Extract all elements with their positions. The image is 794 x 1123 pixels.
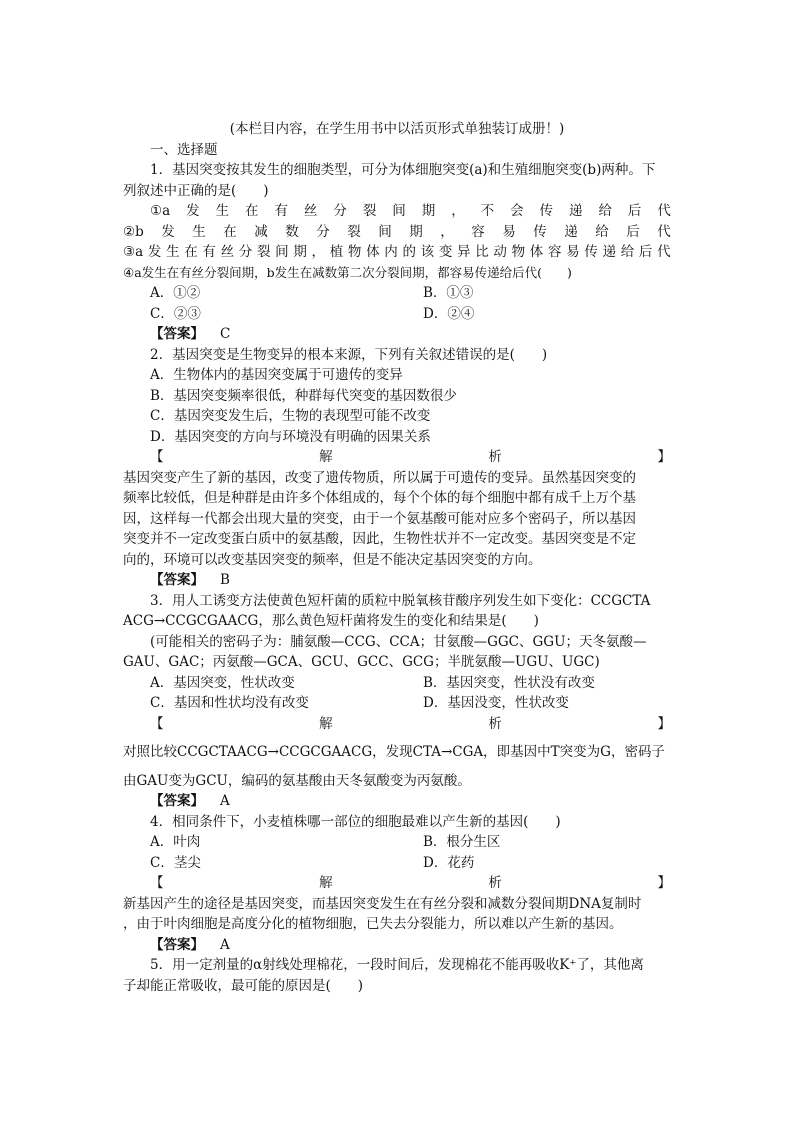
q1-s1-part: 有 — [274, 203, 288, 219]
q3-analysis-line: 对照比较CCGCTAACG→CCGCGAACG，发现CTA→CGA，即基因中T突变为G，密码子 — [123, 744, 665, 760]
analysis-char-2: 析 — [488, 875, 502, 891]
q1-s2-part: 容 — [471, 223, 485, 240]
answer-label: 【答案】 — [150, 793, 204, 809]
analysis-char-1: 解 — [319, 449, 333, 465]
q4-answer-value: A — [220, 936, 230, 953]
q1-s3-part: 内 — [384, 244, 398, 260]
q1-s2-part: 在 — [223, 223, 237, 240]
q1-s1-part: 期 — [421, 203, 436, 219]
q3-note-line-2: GAU、GAC；丙氨酸—GCA、GCU、GCC、GCG；半胱氨酸—UGU、UGC) — [123, 654, 600, 670]
analysis-bracket-close: 】 — [657, 875, 671, 891]
analysis-bracket-close: 】 — [657, 449, 671, 465]
q1-s3-part: 代 — [657, 244, 671, 260]
q2-analysis-line: 基因突变产生了新的基因，改变了遗传物质，所以属于可遗传的变异。虽然基因突变的 — [123, 469, 636, 486]
q1-statement-1 — [123, 201, 671, 222]
worksheet-content — [123, 119, 671, 996]
q4-option-a: A．叶肉 — [150, 834, 201, 850]
q2-answer-value: B — [220, 572, 230, 588]
q3-option-a: A．基因突变，性状改变 — [150, 674, 295, 691]
analysis-char-1: 解 — [319, 875, 333, 891]
q1-s1-part: 裂 — [362, 203, 377, 219]
q1-s2-part: 减 — [254, 223, 268, 240]
section-title: 一、选择题 — [150, 141, 218, 158]
q1-s1-part: ， — [451, 203, 465, 219]
q1-statement-3 — [123, 242, 671, 263]
analysis-bracket-open: 【 — [150, 449, 164, 465]
q3-note-line-1: (可能相关的密码子为：脯氨酸—CCG、CCA；甘氨酸—GGC、GGU；天冬氨酸— — [150, 633, 647, 650]
q1-s2-part: 裂 — [347, 223, 361, 240]
q1-s1-part: 不 — [480, 203, 495, 219]
q1-s1-part: 递 — [569, 203, 583, 219]
q1-s2-part: 发 — [161, 223, 175, 240]
q1-s2-part: 递 — [564, 223, 578, 240]
q1-s2-part: 后 — [626, 223, 640, 240]
analysis-bracket-close: 】 — [657, 715, 671, 732]
q4-answer — [123, 935, 671, 956]
q5-stem-line-1: 5．用一定剂量的α射线处理棉花，一段时间后，发现棉花不能再吸收K⁺了，其他离 — [150, 957, 644, 973]
q1-s3-part: 给 — [620, 244, 635, 260]
q1-s3-part: 后 — [638, 244, 653, 260]
q1-s3-part: 在 — [184, 244, 198, 260]
q3-stem-line-1: 3．用人工诱变方法使黄色短杆菌的质粒中脱氧核苷酸序列发生如下变化：CCGCTA — [150, 592, 651, 609]
answer-label: 【答案】 — [150, 572, 204, 588]
q2-option-b: B．基因突变频率很低，种群每代突变的基因数很少 — [150, 387, 457, 404]
q2-option-c: C．基因突变发生后，生物的表现型可能不改变 — [150, 408, 431, 424]
q1-option-c: C．②③ — [150, 305, 201, 322]
q1-s3-part: 异 — [457, 244, 471, 260]
q1-s1-part: 传 — [539, 203, 554, 219]
q1-s3-part: 递 — [602, 244, 617, 260]
q3-options-row-2 — [123, 693, 671, 714]
header-note: (本栏目内容，在学生用书中以活页形式单独装订成册！) — [229, 121, 565, 137]
q3-analysis-line: 由GAU变为GCU，编码的氨基酸由天冬氨酸变为丙氨酸。 — [123, 772, 471, 789]
q1-options-row-2 — [123, 304, 671, 325]
q3-answer-value: A — [220, 793, 230, 809]
q4-options-row-1 — [123, 832, 671, 853]
q1-s3-part: 分 — [238, 244, 253, 260]
q1-s2-part: 期 — [409, 223, 423, 240]
q1-s3-part: 间 — [275, 244, 289, 260]
q1-s3-part: ③a — [123, 244, 144, 260]
analysis-char-2: 析 — [488, 449, 502, 465]
q2-analysis-line: 因，这样每一代都会出现大量的突变，由于一个氨基酸可能对应多个密码子，所以基因 — [123, 510, 636, 527]
q1-s3-part: 易 — [566, 244, 580, 260]
q4-option-d: D．花药 — [423, 854, 475, 871]
q1-answer-value: C — [220, 326, 231, 342]
q2-option-d: D．基因突变的方向与环境没有明确的因果关系 — [150, 428, 431, 445]
q2-answer — [123, 570, 671, 591]
q2-analysis-line: 突变并不一定改变蛋白质中的氨基酸，因此，生物性状并不一定改变。基因突变是不定 — [123, 531, 636, 547]
q1-s1-part: 会 — [510, 203, 524, 219]
q1-s2-part: 代 — [657, 223, 671, 240]
q1-s1-part: 分 — [333, 203, 347, 219]
q1-s2-part: 生 — [192, 223, 206, 240]
q2-stem: 2．基因突变是生物变异的根本来源，下列有关叙述错误的是( ) — [150, 346, 548, 363]
q1-s3-part: 比 — [475, 244, 489, 260]
q1-s3-part: ， — [311, 244, 326, 260]
q4-analysis-line: ，由于叶肉细胞是高度分化的植物细胞，已失去分裂能力，所以难以产生新的基因。 — [123, 916, 623, 932]
q1-options-row-1 — [123, 283, 671, 304]
q1-stem-line-1: 1．基因突变按其发生的细胞类型，可分为体细胞突变(a)和生殖细胞突变(b)两种。下 — [150, 162, 656, 178]
q1-s3-part: 该 — [420, 244, 435, 260]
q1-s1-part: 生 — [215, 203, 230, 219]
q1-option-d: D．②④ — [423, 305, 475, 322]
q1-s3-part: 体 — [366, 244, 380, 260]
q1-s1-part: 间 — [392, 203, 406, 219]
q1-s2-part: 传 — [533, 223, 547, 240]
q1-option-a: A．①② — [150, 285, 201, 301]
q1-s3-part: 的 — [402, 244, 416, 260]
q2-option-a: A．生物体内的基因突变属于可遗传的变异 — [150, 367, 403, 383]
q4-option-c: C．茎尖 — [150, 854, 201, 871]
q3-option-b: B．基因突变，性状没有改变 — [423, 674, 595, 691]
q3-option-d: D．基因没变，性状改变 — [423, 695, 569, 711]
q1-s2-part: 间 — [378, 223, 392, 240]
q4-stem: 4．相同条件下，小麦植株哪一部位的细胞最难以产生新的基因( ) — [150, 813, 561, 830]
q5-stem-line-2: 子却能正常吸收，最可能的原因是( ) — [123, 977, 364, 994]
q4-analysis-heading — [123, 873, 671, 894]
answer-label: 【答案】 — [150, 936, 204, 953]
q1-s3-part: 发 — [147, 244, 162, 260]
q1-option-b: B．①③ — [423, 285, 474, 301]
answer-label: 【答案】 — [150, 326, 204, 342]
q3-option-c: C．基因和性状均没有改变 — [150, 695, 309, 711]
q1-s2-part: 数 — [285, 223, 299, 240]
q1-stem-line-2: 列叙述中正确的是( ) — [123, 182, 269, 199]
q1-statement-2 — [123, 222, 671, 243]
q3-stem-line-2: ACG→CCGCGAACG，那么黄色短杆菌将发生的变化和结果是( ) — [123, 613, 539, 629]
q2-analysis-line: 向的，环境可以改变基因突变的频率，但是不能决定基因突变的方向。 — [123, 551, 542, 568]
q1-s2-part: ②b — [123, 223, 144, 240]
q1-s1-part: 代 — [657, 203, 671, 219]
q1-s3-part: 物 — [511, 244, 526, 260]
q1-s3-part: 植 — [329, 244, 344, 260]
q1-s1-part: 丝 — [303, 203, 318, 219]
analysis-char-1: 解 — [319, 715, 333, 732]
q2-analysis-line: 频率比较低，但是种群是由许多个体组成的，每个个体的每个细胞中都有成千上万个基 — [123, 490, 636, 506]
q1-s3-part: 物 — [347, 244, 362, 260]
q4-options-row-2 — [123, 853, 671, 874]
analysis-char-2: 析 — [488, 715, 502, 732]
q3-answer — [123, 791, 671, 812]
q1-answer — [123, 324, 671, 345]
q4-option-b: B．根分生区 — [423, 834, 501, 850]
q2-analysis-heading — [123, 447, 671, 468]
q1-s1-part: 在 — [245, 203, 259, 219]
q1-s3-part: 生 — [166, 244, 180, 260]
q1-s3-part: 裂 — [256, 244, 271, 260]
q1-s1-part: 发 — [186, 203, 200, 219]
q1-s2-part: 给 — [595, 223, 609, 240]
q1-s1-part: ①a — [150, 203, 171, 219]
q1-s3-part: 期 — [293, 244, 307, 260]
q3-options-row-1 — [123, 673, 671, 694]
analysis-bracket-open: 【 — [150, 875, 164, 891]
q1-s1-part: 后 — [627, 203, 642, 219]
analysis-bracket-open: 【 — [150, 715, 164, 732]
q1-s3-part: 动 — [493, 244, 507, 260]
q1-s3-part: 变 — [438, 244, 453, 260]
q1-s1-part: 给 — [598, 203, 612, 219]
q1-s3-part: 传 — [584, 244, 598, 260]
q1-s3-part: 体 — [529, 244, 544, 260]
q1-s3-part: 丝 — [220, 244, 235, 260]
q1-s2-part: ， — [440, 223, 454, 240]
q1-s3-part: 有 — [202, 244, 216, 260]
q4-analysis-line: 新基因产生的途径是基因突变，而基因突变发生在有丝分裂和减数分裂间期DNA复制时 — [123, 895, 642, 912]
q1-s2-part: 易 — [502, 223, 516, 240]
q1-s3-part: 容 — [547, 244, 562, 260]
q1-statement-4: ④a发生在有丝分裂间期，b发生在减数第二次分裂间期，都容易传递给后代( ) — [123, 264, 572, 280]
q1-s2-part: 分 — [316, 223, 330, 240]
q3-analysis-heading — [123, 714, 671, 735]
